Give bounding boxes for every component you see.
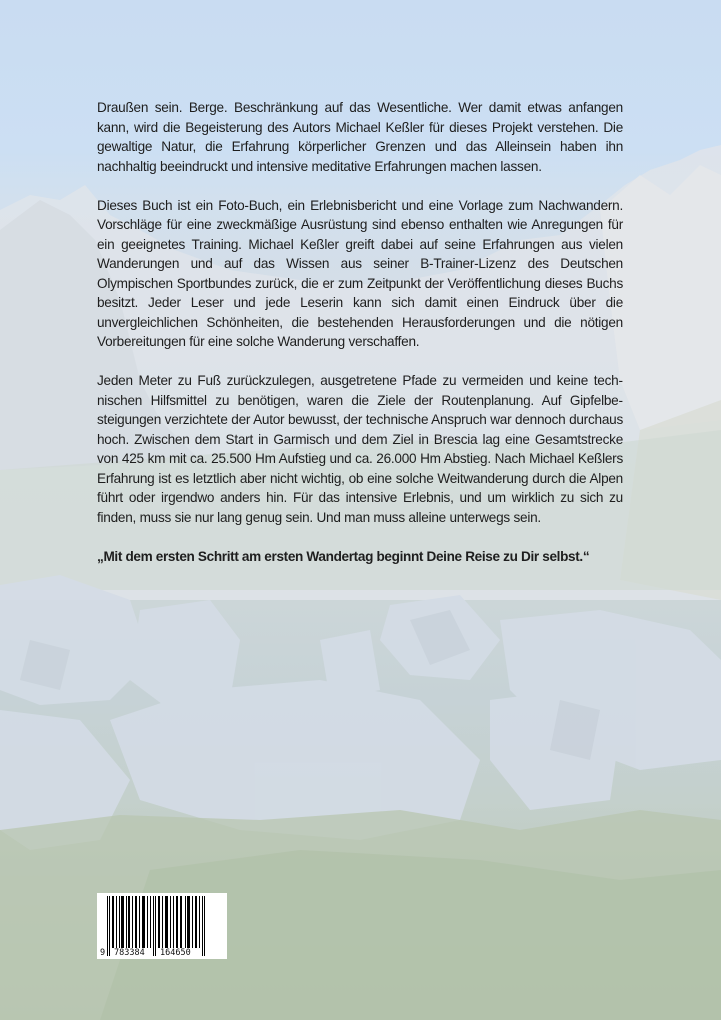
barcode-right-digits: 164650 (160, 948, 191, 958)
blurb-paragraph: Dieses Buch ist ein Foto-Buch, ein Erlebnisbericht und eine Vorlage zum Nachwandern. Vorschläge für eine zweckmäßige Ausrüstung sind ebenso enthalten wie Anregungen für ein geeignetes Training. Michael Keßler greift dabei auf seine Erfahrungen aus vielen Wanderungen und auf das Wissen aus seiner B-Trainer-Lizenz des Deutschen Olympischen Sportbundes zurück, die er zum Zeitpunkt der Veröffentlichung dieses Buchs besitzt. Jeder Leser und jede Leserin kann sich damit einen Eindruck über die unvergleichlichen Schönheiten, die bestehenden Herausforderungen und die nötigen Vorbereitungen für eine solche Wanderung verschaffen. (97, 197, 623, 349)
barcode-left-digits: 783384 (114, 948, 145, 958)
isbn-barcode (97, 893, 227, 959)
blurb-paragraph: Draußen sein. Berge. Beschränkung auf das Wesentliche. Wer damit etwas anfangen kann, wird die Begeisterung des Autors Michael Keßler für dieses Projekt verstehen. Die gewaltige Natur, die Erfahrung körperlicher Grenzen und das Alleinsein haben ihn nachhaltig beeindruckt und intensive meditative Erfahrungen machen lassen. (97, 100, 623, 174)
back-cover-blurb (97, 98, 623, 586)
blurb-paragraph: Jeden Meter zu Fuß zurückzulegen, ausgetretene Pfade zu vermeiden und keine technischen Hilfsmittel zu benötigen, waren die Ziele der Routenplanung. Auf Gipfelbesteigungen verzichtete der Autor bewusst, der technische Anspruch war dennoch durchaus hoch. Zwischen dem Start in Garmisch und dem Ziel in Brescia lag eine Gesamtstrecke von 425 km mit ca. 25.500 Hm Aufstieg und ca. 26.000 Hm Abstieg. Nach Michael Keßlers Erfahrung ist es letztlich aber nicht wichtig, ob eine solche Weitwanderung durch die Alpen führt oder irgendwo anders hin. Für das intensive Erlebnis, und um wirklich zu sich zu finden, muss sie nur lang genug sein. Und man muss alleine unterwegs sein. (97, 373, 623, 525)
blurb-quote: „Mit dem ersten Schritt am ersten Wandertag beginnt Deine Reise zu Dir selbst.“ (97, 548, 590, 564)
barcode-first-digit: 9 (100, 948, 106, 958)
